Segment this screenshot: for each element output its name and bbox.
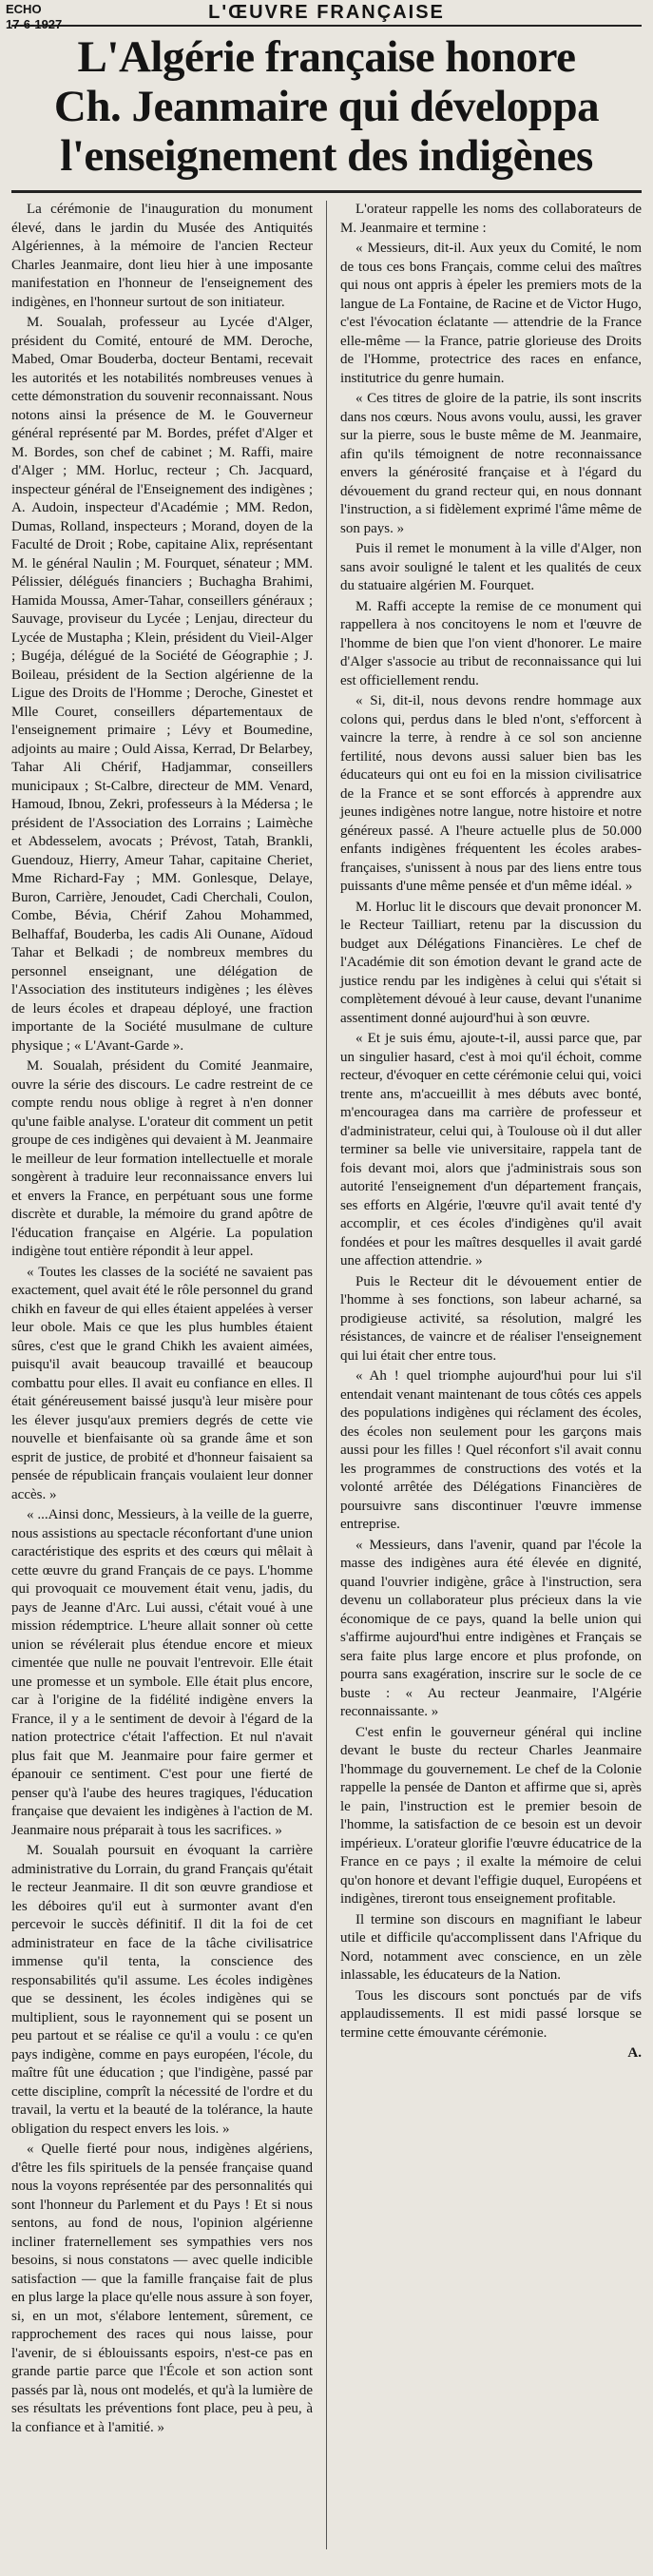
clip-stamp — [6, 2, 62, 32]
article-paragraph: M. Horluc lit le discours que devait prononcer M. le Recteur Tailliart, retenu par la discussion du budget aux Délégations Financières. Le chef de l'Académie dit son émotion devant le grand acte de justice rendu par les indigènes à celui qui s'était si complètement dévoué à leur cause, devant l'unanime assentiment donné aujourd'hui à son œuvre. — [340, 899, 642, 1026]
article-paragraph: « Quelle fierté pour nous, indigènes algériens, d'être les fils spirituels de la pensée française quand nous la voyons représentée par des personnalités qui sont l'honneur du Parlement et du Pays ! Et si nous sentons, au fond de nous, l'opinion algérienne incliner fraternellement ses sympathies vers nos besoins, si nous constatons — avec quelle indicible satisfaction — que la famille française fait de plus en plus large la place qu'elle nous assure à son foyer, si, en un mot, s'élabore lentement, sûrement, ce rapprochement des races qui nous laisse, pour l'avenir, de si éblouissants espoirs, n'est-ce pas en grande partie parce que l'École et son action sont passés par là, nous ont modelés, et qu'à la lumière de ses résultats les préventions font place, peu à peu, à la confiance et à l'amitié. » — [11, 2141, 313, 2435]
article-column-left — [11, 201, 313, 2549]
headline-line-2: Ch. Jeanmaire qui développa — [53, 82, 600, 131]
headline-line-1: L'Algérie française honore — [77, 32, 576, 82]
article-paragraph: « ...Ainsi donc, Messieurs, à la veille de la guerre, nous assistions au spectacle réconfortant d'une union caractéristique des esprits et des cœurs qui mêlait à cette œuvre du grand Français de ce pays. L'homme qui provoquait ce mouvement était venu, jadis, du pays de Jeanne d'Arc. Lui aussi, c'était voué à une mission rédemptrice. L'heure allait sonner où cette union se révélerait plus étendue encore et mieux cimentée que nulle ne pouvait l'entrevoir. Elle était une promesse et un symbole. Elle était plus encore, car à l'origine de la fidélité indigène envers la France, il y a le sentiment de devoir à l'égard de la nation protectrice c'était l'affection. Et nul n'avait plus fait que M. Jeanmaire pour faire germer et épanouir ce sentiment. C'est pour une fierté de penser qu'à l'aube des heures tragiques, l'éducation française que devaient les indigènes à l'action de M. Jeanmaire nous préparait à tous les sacrifices. » — [11, 1507, 313, 1838]
article-paragraph: « Messieurs, dans l'avenir, quand par l'école la masse des indigènes aura été élevée en dignité, quand l'ouvrier indigène, grâce à l'instruction, sera devenu un collaborateur plus précieux dans la vie économique de ce pays, quand la belle union qui s'affirme aujourd'hui entre indigènes et Français se sera faite plus large encore et plus profonde, on pourra sans exagération, inscrire sur le socle de ce buste : « Au recteur Jeanmaire, l'Algérie reconnaissante. » — [340, 1537, 642, 1719]
article-paragraph: « Ah ! quel triomphe aujourd'hui pour lui s'il entendait venant maintenant de tous côtés ces appels des populations indigènes qui réclament des écoles, des écoles non seulement pour les garçons mais aussi pour les filles ! Quel réconfort s'il avait connu les programmes de constructions des votés et la volonté arrêtée des Délégations Financières de poursuivre sans discontinuer l'œuvre immense entreprise. — [340, 1368, 642, 1532]
headline — [11, 32, 642, 181]
article-paragraph: « Messieurs, dit-il. Aux yeux du Comité, le nom de tous ces bons Français, comme celui des maîtres qui nous ont appris à épeler les premiers mots de la langue de La Fontaine, de Racine et de Victor Hugo, c'est l'évocation éclatante — attendrie de la France elle-même — la France, patrie glorieuse des Droits de l'Homme, protectrice des races en enfance, institutrice du genre humain. — [340, 241, 642, 386]
headline-line-3: l'enseignement des indigènes — [60, 131, 593, 181]
article-paragraph: M. Soualah, président du Comité Jeanmaire, ouvre la série des discours. Le cadre restreint de ce compte rendu nous oblige à regret à n'en donner qu'une faible analyse. L'orateur dit comment un petit groupe de ces indigènes qui devaient à M. Jeanmaire le meilleur de leur formation intellectuelle et morale songèrent à traduire leur reconnaissance envers lui et envers la France, en perpétuant sous une forme discrète et durable, la mémoire du grand apôtre de l'éducation française en Algérie. La population indigène tout entière répondit à leur appel. — [11, 1058, 313, 1259]
kicker-divider — [11, 25, 642, 27]
article-paragraph: C'est enfin le gouverneur général qui incline devant le buste du recteur Charles Jeanmaire l'hommage du gouvernement. Le chef de la Colonie rappelle la pensée de Danton et affirme que si, après le pain, l'instruction est le premier besoin de l'homme, la satisfaction de ce besoin est un devoir impérieux. L'orateur glorifie l'œuvre éducatrice de la France en ce pays ; il exalte la mémoire de celui qu'on honore et devant l'effigie duquel, Européens et indigènes, tireront tous enseignement profitable. — [340, 1724, 642, 1907]
article-paragraph: « Et je suis ému, ajoute-t-il, aussi parce que, par un singulier hasard, c'est à moi qu'il échoit, comme recteur, d'évoquer en cette cérémonie celui qui, voici trente ans, m'accueillit à mes débuts avec bonté, m'encouragea dans ma carrière de professeur et d'administrateur, celui qui, à Toulouse où il dut aller terminer sa belle vie universitaire, rappela tant de fois devant moi, alors que j'administrais sous son autorité l'enseignement d'un département français, ses efforts en Algérie, l'œuvre qu'il avait tenté d'y accomplir, et ces écoles d'indigènes qu'il avait fondées et pour les maîtres desquelles il avait gardé une affection attendrie. » — [340, 1031, 642, 1269]
article-column-right — [340, 201, 642, 2549]
clip-source: ECHO — [6, 2, 42, 16]
section-kicker: L'ŒUVRE FRANÇAISE — [208, 2, 445, 23]
article-paragraph: Il termine son discours en magnifiant le labeur utile et difficile qu'accomplissent dans l'Afrique du Nord, notamment avec conscience, en un zèle inlassable, les éducateurs de la Nation. — [340, 1911, 642, 1983]
article-paragraph: Tous les discours sont ponctués par de vifs applaudissements. Il est midi passé lorsque se termine cette émouvante cérémonie. — [340, 1987, 642, 2041]
article-body — [11, 201, 642, 2549]
headline-divider — [11, 190, 642, 193]
article-paragraph: M. Soualah poursuit en évoquant la carrière administrative du Lorrain, du grand Français qu'était le recteur Jeanmaire. Il dit son œuvre grandiose et les déboires qu'il eut à surmonter avant d'en percevoir le succès définitif. Il dit la foi de cet administrateur en face de la tâche civilisatrice immense qu'il tenta, la conscience des responsabilités qu'il assume. Les écoles indigènes que se dessinent, les écoles indigènes qui se multiplient, sous le rayonnement qui se posent un peu partout et se réalise ce qu'il a voulu : ce qu'en pays indigène, comme en pays européen, l'école, du maître fût une éducation ; que l'indigène, passé par cette discipline, comprît la nécessité de l'ordre et du travail, la vertu et la beauté de la tolérance, la haute obligation du respect envers les lois. » — [11, 1843, 313, 2137]
column-divider — [326, 201, 327, 2549]
article-paragraph: La cérémonie de l'inauguration du monument élevé, dans le jardin du Musée des Antiquités Algériennes, à la mémoire de l'ancien Recteur Charles Jeanmaire, dont lieu hier à une imposante manifestation en l'honneur de l'enseignement des indigènes, en l'honneur surtout de son initiateur. — [11, 202, 313, 310]
article-paragraph: M. Soualah, professeur au Lycée d'Alger, président du Comité, entouré de MM. Deroche, Mabed, Omar Bouderba, docteur Bentami, recevait les autorités et les notabilités nombreuses venues à cette démonstration du souvenir reconnaissant. Nous notons ainsi la présence de M. le Gouverneur général représenté par M. Bordes, préfet d'Alger et M. Bordes, son chef de cabinet ; M. Raffi, maire d'Alger ; MM. Horluc, recteur ; Ch. Jacquard, inspecteur général de l'Enseignement des indigènes ; A. Audoin, inspecteur d'Académie ; MM. Redon, Dumas, Rolland, inspecteurs ; Morand, doyen de la Faculté de Droit ; Robe, capitaine Alix, représentant M. le général Naulin ; M. Fourquet, sénateur ; MM. Pélissier, délégués financiers ; Buchagha Brahimi, Hamida Moussa, Amer-Tahar, conseillers généraux ; Sauvage, proviseur du Lycée ; Lenjau, directeur du Lycée de Mustapha ; Klein, président du Vieil-Alger ; Bugéja, délégué de la Société de Géographie ; J. Boileau, président de la Section algérienne de la Ligue des Droits de l'Homme ; Deroche, Ginestet et Mlle Couret, conseillers départementaux de l'enseignement primaire ; Lévy et Boumedine, adjoints au maire ; Ould Aissa, Kerrad, Dr Belarbey, Tahar Ali Chérif, Hadjammar, conseillers municipaux ; St-Calbre, directeur de MM. Venard, Hamoud, Ibnou, Zekri, professeurs à la Médersa ; le président de l'Association des Lorrains ; Laimèche et Abdesselem, avocats ; Prévost, Tatah, Brankli, Guendouz, Hierry, Ameur Tahar, capitaine Cheriet, Mme Richard-Fay ; MM. Gonlesque, Delaye, Buron, Carrière, Jenoudet, Cadi Cherchali, Coulon, Combe, Bévia, Chérif Zahou Mohammed, Belhaffaf, Bouderba, les cadis Ali Ounane, Aïdoud Tahar et Belkadi ; de nombreux membres du personnel enseignant, une délégation de l'Association des instituteurs indigènes ; les élèves de leurs écoles et drapeau déployé, une fraction importante de la Société musulmane de culture physique ; « L'Avant-Garde ». — [11, 315, 313, 1054]
article-paragraph: Puis il remet le monument à la ville d'Alger, non sans avoir souligné le talent et les qualités de ceux du statuaire algérien M. Fourquet. — [340, 541, 642, 593]
article-paragraph: M. Raffi accepte la remise de ce monument qui rappellera à nos concitoyens le nom et l'œuvre de l'homme de bien que l'on vient d'honorer. Le maire d'Alger s'associe au tribut de reconnaissance qui lui est officiellement rendu. — [340, 598, 642, 688]
article-paragraph: Puis le Recteur dit le dévouement entier de l'homme à ses fonctions, son labeur acharné, sa prodigieuse activité, sa résolution, malgré les résistances, de vaincre et de réaliser l'enseignement qui lui était cher entre tous. — [340, 1273, 642, 1364]
author-signature: A. — [627, 2045, 642, 2061]
article-paragraph: « Toutes les classes de la société ne savaient pas exactement, quel avait été le rôle personnel du grand chikh en faveur de qui elles étaient appelées à verser leur obole. Mais ce que les plus humbles étaient sûres, c'est que le grand Chikh les avaient aimées, puisqu'il avait beaucoup travaillé et beaucoup combattu pour elles. Il avait eu confiance en elles. Il était généreusement baissé jusqu'à leur misère pour les élever jusqu'aux premiers degrés de cette vie nouvelle et bienfaisante où sa grande âme et son esprit de justice, de probité et d'honneur faisaient sa pensée de républicain français voulaient leur donner accès. » — [11, 1264, 313, 1502]
clip-date: 17-6-1927 — [6, 17, 63, 31]
article-paragraph: L'orateur rappelle les noms des collaborateurs de M. Jeanmaire et termine : — [340, 202, 642, 236]
article-paragraph: « Si, dit-il, nous devons rendre hommage aux colons qui, perdus dans le bled n'ont, s'efforcent à vaincre la terre, à rendre à ce sol son ancienne fertilité, nous devons aussi saluer bien bas les éducateurs qui ont eu foi en la mission civilisatrice de la France et se sont efforcés à apprendre aux jeunes indigènes notre langue, notre histoire et notre généreux passé. A l'heure actuelle plus de 50.000 enfants indigènes fréquentent les écoles arabes-françaises, s'unissent à nous par des liens entre tous puissants d'une même pensée et d'un même idéal. » — [340, 693, 642, 894]
article-paragraph: « Ces titres de gloire de la patrie, ils sont inscrits dans nos cœurs. Nous avons voulu, aussi, les graver sur la pierre, sous le buste même de M. Jeanmaire, afin qu'ils témoignent de notre reconnaissance envers la générosité française et à l'égard du dévouement du grand recteur qui, en nous donnant l'instruction, a si fidèlement exprimé l'âme même de son pays. » — [340, 391, 642, 536]
